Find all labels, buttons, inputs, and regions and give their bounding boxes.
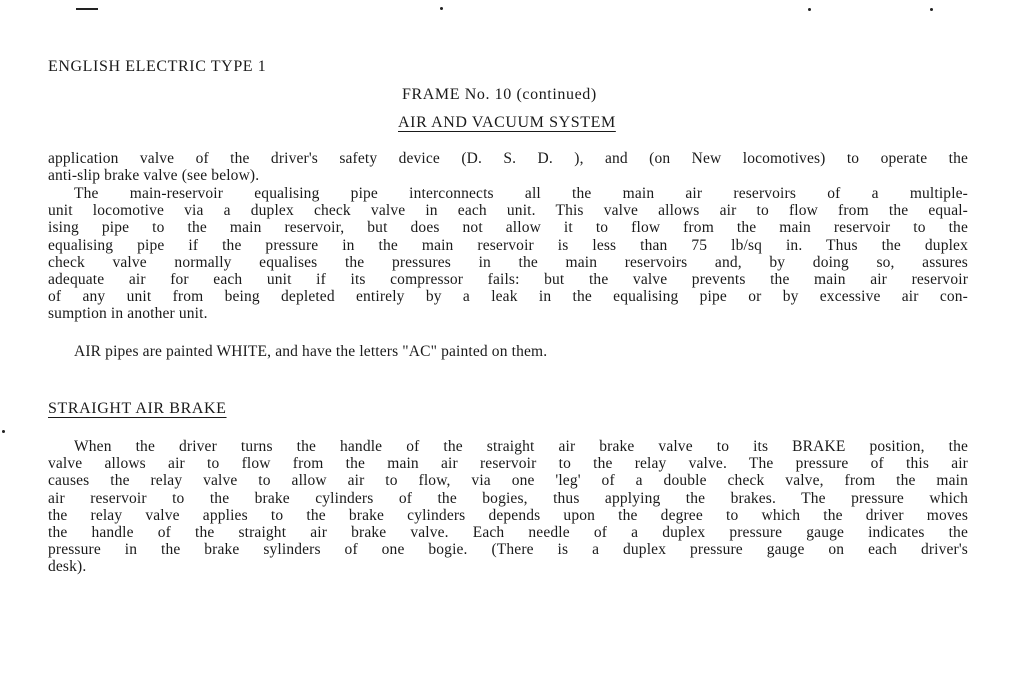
text-line: The main-reservoir equalising pipe interconnects all the main air reservoirs of a multiple-	[74, 185, 968, 202]
paragraph-equalising-pipe	[48, 185, 968, 323]
scan-mark	[440, 7, 443, 10]
text-line: AIR pipes are painted WHITE, and have the letters "AC" painted on them.	[74, 343, 548, 360]
system-title: AIR AND VACUUM SYSTEM	[398, 114, 616, 131]
scan-mark	[930, 8, 933, 11]
text-line: application valve of the driver's safety device (D. S. D. ), and (on New locomotives) to operate the	[48, 150, 968, 167]
text-line: the relay valve applies to the brake cylinders depends upon the degree to which the driver moves	[48, 506, 968, 524]
text-line: check valve normally equalises the pressures in the main reservoirs and, by doing so, assures	[48, 253, 968, 271]
text-line: equalising pipe if the pressure in the main reservoir is less than 75 lb/sq in. Thus the duplex	[48, 236, 968, 254]
document-heading: ENGLISH ELECTRIC TYPE 1	[48, 58, 267, 75]
text-line: adequate air for each unit if its compressor fails: but the valve prevents the main air reservoir	[48, 271, 968, 289]
text-line: air reservoir to the brake cylinders of the bogies, thus applying the brakes. The pressure which	[48, 489, 968, 507]
section-heading: STRAIGHT AIR BRAKE	[48, 400, 227, 417]
text-line: anti-slip brake valve (see below).	[48, 167, 260, 185]
text-line: causes the relay valve to allow air to flow, via one 'leg' of a double check valve, from the main	[48, 472, 968, 490]
scan-mark	[76, 8, 98, 10]
text-line: When the driver turns the handle of the straight air brake valve to its BRAKE position, the	[74, 438, 968, 455]
text-line: ising pipe to the main reservoir, but does not allow it to flow from the main reservoir to the	[48, 219, 968, 237]
frame-title: FRAME No. 10 (continued)	[402, 86, 597, 103]
paragraph-straight-air-brake	[48, 438, 968, 576]
paragraph-air-pipes	[48, 343, 968, 360]
text-line: valve allows air to flow from the main air reservoir to the relay valve. The pressure of this air	[48, 455, 968, 473]
text-line: of any unit from being depleted entirely by a leak in the equalising pipe or by excessive air con-	[48, 288, 968, 306]
text-line: the handle of the straight air brake valve. Each needle of a duplex pressure gauge indicates the	[48, 524, 968, 542]
paragraph-continuation	[48, 150, 968, 184]
scan-mark	[808, 8, 811, 11]
text-line: desk).	[48, 558, 87, 576]
text-line: sumption in another unit.	[48, 305, 208, 323]
text-line: pressure in the brake sylinders of one bogie. (There is a duplex pressure gauge on each driver's	[48, 541, 968, 559]
text-line: unit locomotive via a duplex check valve in each unit. This valve allows air to flow from the equal-	[48, 202, 968, 220]
scan-mark	[2, 430, 5, 433]
